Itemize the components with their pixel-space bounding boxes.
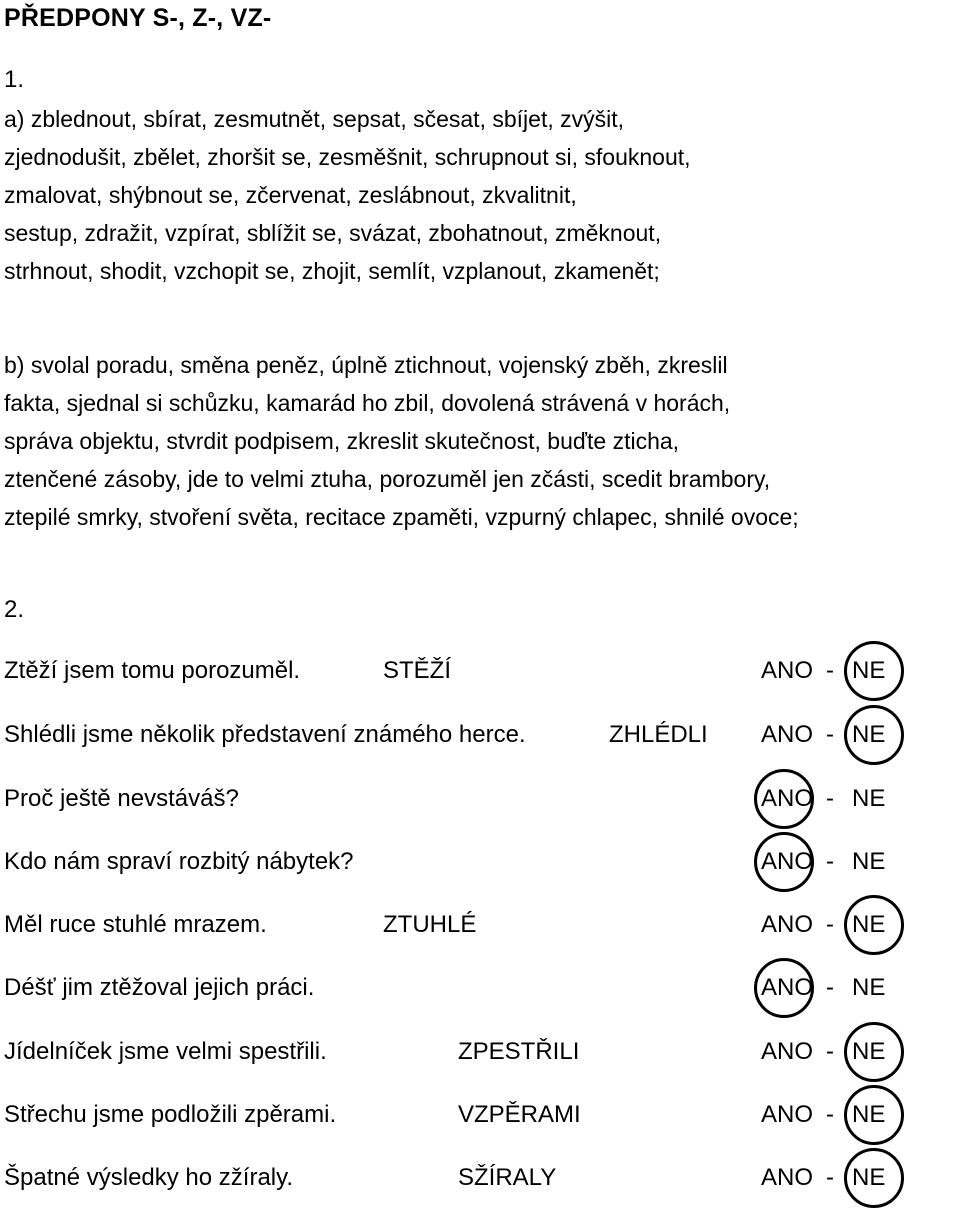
exercise-2-row [0,848,960,888]
answer-yes-option[interactable]: ANO [761,911,814,938]
exercise-2-row [0,1038,960,1078]
answer-circle-mark [844,895,904,955]
answer-circle-mark [754,769,814,829]
answer-no-option[interactable]: NE [852,721,886,748]
answer-circle-mark [844,1022,904,1082]
sentence-text: Měl ruce stuhlé mrazem. [4,911,267,938]
corrected-word: SŽÍRALY [458,1164,557,1191]
exercise-1b-line: správa objektu, stvrdit podpisem, zkreslit skutečnost, buďte zticha, [4,428,680,454]
sentence-text: Déšť jim ztěžoval jejich práci. [4,974,315,1001]
exercise-1a-line: strhnout, shodit, vzchopit se, zhojit, semlít, vzplanout, zkamenět; [4,258,660,284]
sentence-text: Špatné výsledky ho zžíraly. [4,1164,294,1191]
exercise-1a-line: zjednodušit, zbělet, zhoršit se, zesměšnit, schrupnout si, sfouknout, [4,144,691,170]
answer-no-option[interactable]: NE [852,911,886,938]
answer-circle-mark [844,1148,904,1208]
answer-no-option[interactable]: NE [852,1038,886,1065]
exercise-2-row [0,785,960,825]
exercise-1a-text [4,100,959,290]
answer-yes-option[interactable]: ANO [761,785,814,812]
exercise-1a-line: zmalovat, shýbnout se, zčervenat, zeslábnout, zkvalitnit, [4,182,577,208]
answer-circle-mark [844,1085,904,1145]
answer-circle-mark [844,641,904,701]
sentence-text: Proč ještě nevstáváš? [4,785,239,812]
answer-separator: - [826,974,834,1001]
corrected-word: STĚŽÍ [383,657,452,684]
page-title: PŘEDPONY S-, Z-, VZ- [4,4,272,32]
answer-no-option[interactable]: NE [852,785,886,812]
answer-no-option[interactable]: NE [852,1164,886,1191]
answer-separator: - [826,721,834,748]
answer-separator: - [826,785,834,812]
answer-yes-option[interactable]: ANO [761,1164,814,1191]
exercise-2-row [0,974,960,1014]
exercise-2-row [0,721,960,761]
answer-separator: - [826,1038,834,1065]
corrected-word: VZPĚRAMI [458,1101,581,1128]
sentence-text: Jídelníček jsme velmi spestřili. [4,1038,327,1065]
section-1-number: 1. [4,66,25,93]
answer-yes-option[interactable]: ANO [761,721,814,748]
answer-separator: - [826,848,834,875]
answer-separator: - [826,911,834,938]
answer-no-option[interactable]: NE [852,848,886,875]
sentence-text: Kdo nám spraví rozbitý nábytek? [4,848,354,875]
corrected-word: ZHLÉDLI [609,721,708,748]
exercise-1b-line: fakta, sjednal si schůzku, kamarád ho zbil, dovolená strávená v horách, [4,390,731,416]
exercise-1b-text [4,346,959,536]
answer-circle-mark [754,832,814,892]
answer-yes-option[interactable]: ANO [761,1038,814,1065]
exercise-1a-line: sestup, zdražit, vzpírat, sblížit se, svázat, zbohatnout, změknout, [4,220,662,246]
section-2-number: 2. [4,596,25,623]
answer-no-option[interactable]: NE [852,1101,886,1128]
exercise-2-row [0,657,960,697]
corrected-word: ZPESTŘILI [458,1038,580,1065]
exercise-2-row [0,1101,960,1141]
answer-separator: - [826,1101,834,1128]
exercise-2-row [0,1164,960,1204]
answer-no-option[interactable]: NE [852,657,886,684]
answer-circle-mark [754,958,814,1018]
exercise-1b-line: b) svolal poradu, směna peněz, úplně ztichnout, vojenský zběh, zkreslil [4,352,728,378]
sentence-text: Střechu jsme podložili zpěrami. [4,1101,337,1128]
answer-yes-option[interactable]: ANO [761,657,814,684]
answer-yes-option[interactable]: ANO [761,974,814,1001]
sentence-text: Ztěží jsem tomu porozuměl. [4,657,301,684]
answer-yes-option[interactable]: ANO [761,848,814,875]
exercise-2-row [0,911,960,951]
exercise-1b-line: ztenčené zásoby, jde to velmi ztuha, porozuměl jen zčásti, scedit brambory, [4,466,771,492]
answer-separator: - [826,657,834,684]
answer-separator: - [826,1164,834,1191]
sentence-text: Shlédli jsme několik představení známého herce. [4,721,526,748]
answer-no-option[interactable]: NE [852,974,886,1001]
answer-circle-mark [844,705,904,765]
exercise-1b-line: ztepilé smrky, stvoření světa, recitace zpaměti, vzpurný chlapec, shnilé ovoce; [4,504,799,530]
answer-yes-option[interactable]: ANO [761,1101,814,1128]
corrected-word: ZTUHLÉ [383,911,477,938]
exercise-1a-line: a) zblednout, sbírat, zesmutnět, sepsat, sčesat, sbíjet, zvýšit, [4,106,625,132]
